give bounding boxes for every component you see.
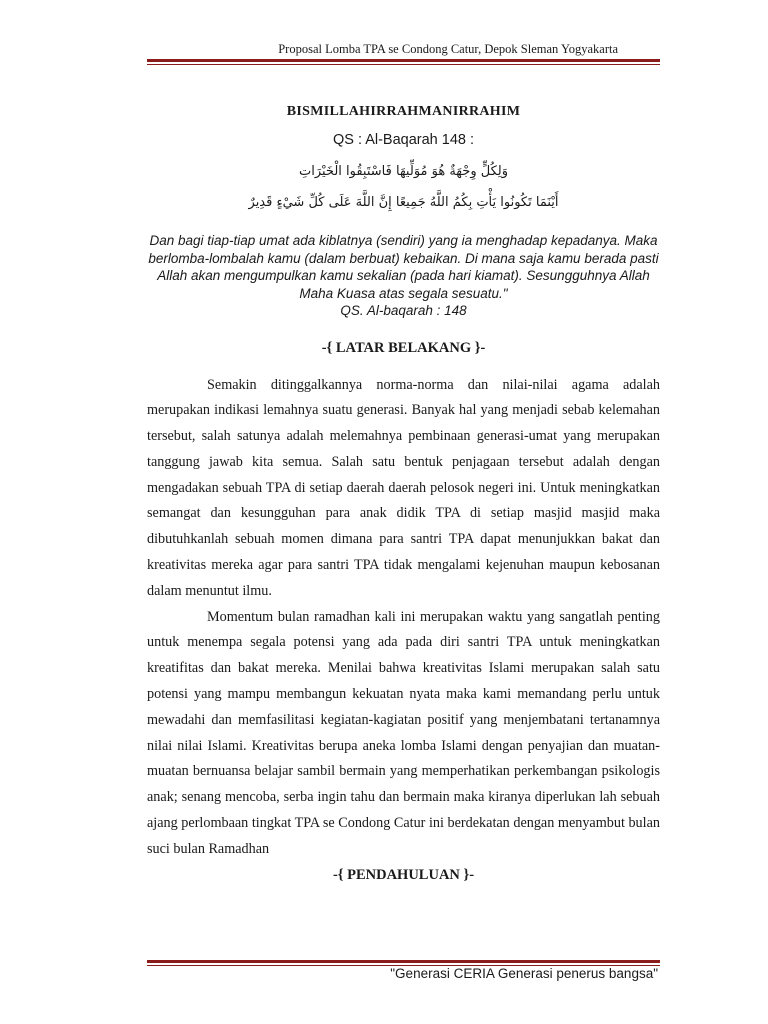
page-footer-text: "Generasi CERIA Generasi penerus bangsa"	[390, 966, 658, 981]
bismillah-title: BISMILLAHIRRAHMANIRRAHIM	[286, 104, 521, 119]
verse-translation	[147, 232, 660, 320]
page-header-text: Proposal Lomba TPA se Condong Catur, Depok Sleman Yogyakarta	[278, 42, 618, 56]
paragraph-1: Semakin ditinggalkannya norma-norma dan nilai-nilai agama adalah merupakan indikasi lemahnya suatu generasi. Banyak hal yang menjadi sebab kelemahan tersebut, salah satunya adalah melemahnya pembinaan generasi-umat yang merupakan tanggung jawab kita semua. Salah satu bentuk penjagaan tersebut adalah dengan mengadakan sebuah TPA di setiap daerah daerah pelosok negeri ini. Untuk meningkatkan semangat dan kesungguhan para anak didik TPA di setiap masjid masjid maka dibutuhkanlah sebuah momen dimana para santri TPA dapat menunjukkan bakat dan kreativitas mereka agar para santri TPA tidak mengalami kejenuhan maupun kebosanan dalam menuntut ilmu.	[147, 376, 660, 599]
translation-reference: QS. Al-baqarah : 148	[340, 303, 467, 318]
arabic-verse-line-2: أَيْنَمَا تَكُونُوا يَأْتِ بِكُمُ اللَّهُ جَمِيعًا إِنَّ اللَّهَ عَلَى كُلِّ شَيْءٍ قَدِيرٌ	[248, 195, 559, 210]
arabic-verse-line-1: وَلِكُلٍّ وِجْهَةٌ هُوَ مُوَلِّيهَا فَاسْتَبِقُوا الْخَيْرَاتِ	[298, 164, 508, 179]
header-rule	[147, 59, 660, 65]
translation-text: Dan bagi tiap-tiap umat ada kiblatnya (sendiri) yang ia menghadap kepadanya. Maka berlomba-lombalah kamu (dalam berbuat) kebaikan. Di mana saja kamu berada pasti Allah akan mengumpulkan kamu sekalian (pada hari kiamat). Sesungguhnya Allah Maha Kuasa atas segala sesuatu."	[148, 233, 659, 301]
document-body	[147, 100, 660, 884]
quran-reference: QS : Al-Baqarah 148 :	[332, 132, 475, 148]
header-rule-thick	[147, 59, 660, 62]
section-heading-latar-belakang: -{ LATAR BELAKANG }-	[321, 339, 486, 356]
header-rule-thin	[147, 64, 660, 65]
section-heading-pendahuluan: -{ PENDAHULUAN }-	[332, 866, 475, 883]
footer-rule-thick	[147, 960, 660, 963]
paragraph-2: Momentum bulan ramadhan kali ini merupakan waktu yang sangatlah penting untuk menempa segala potensi yang ada pada diri santri TPA untuk meningkatkan kreatifitas dan bakat mereka. Menilai bahwa kreativitas Islami merupakan salah satu potensi yang mampu membangun kekuatan nyata maka kami memandang perlu untuk mewadahi dan memfasilitasi kegiatan-kagiatan positif yang menjembatani tertanamnya nilai nilai Islami. Kreativitas berupa aneka lomba Islami dengan penyajian dan muatan-muatan bernuansa belajar sambil bermain yang memperhatikan perkembangan psikologis anak; senang mencoba, serba ingin tahu dan bermain maka kiranya diperlukan lah sebuah ajang perlombaan tingkat TPA se Condong Catur ini berdekatan dengan menyambut bulan suci bulan Ramadhan	[147, 608, 660, 857]
